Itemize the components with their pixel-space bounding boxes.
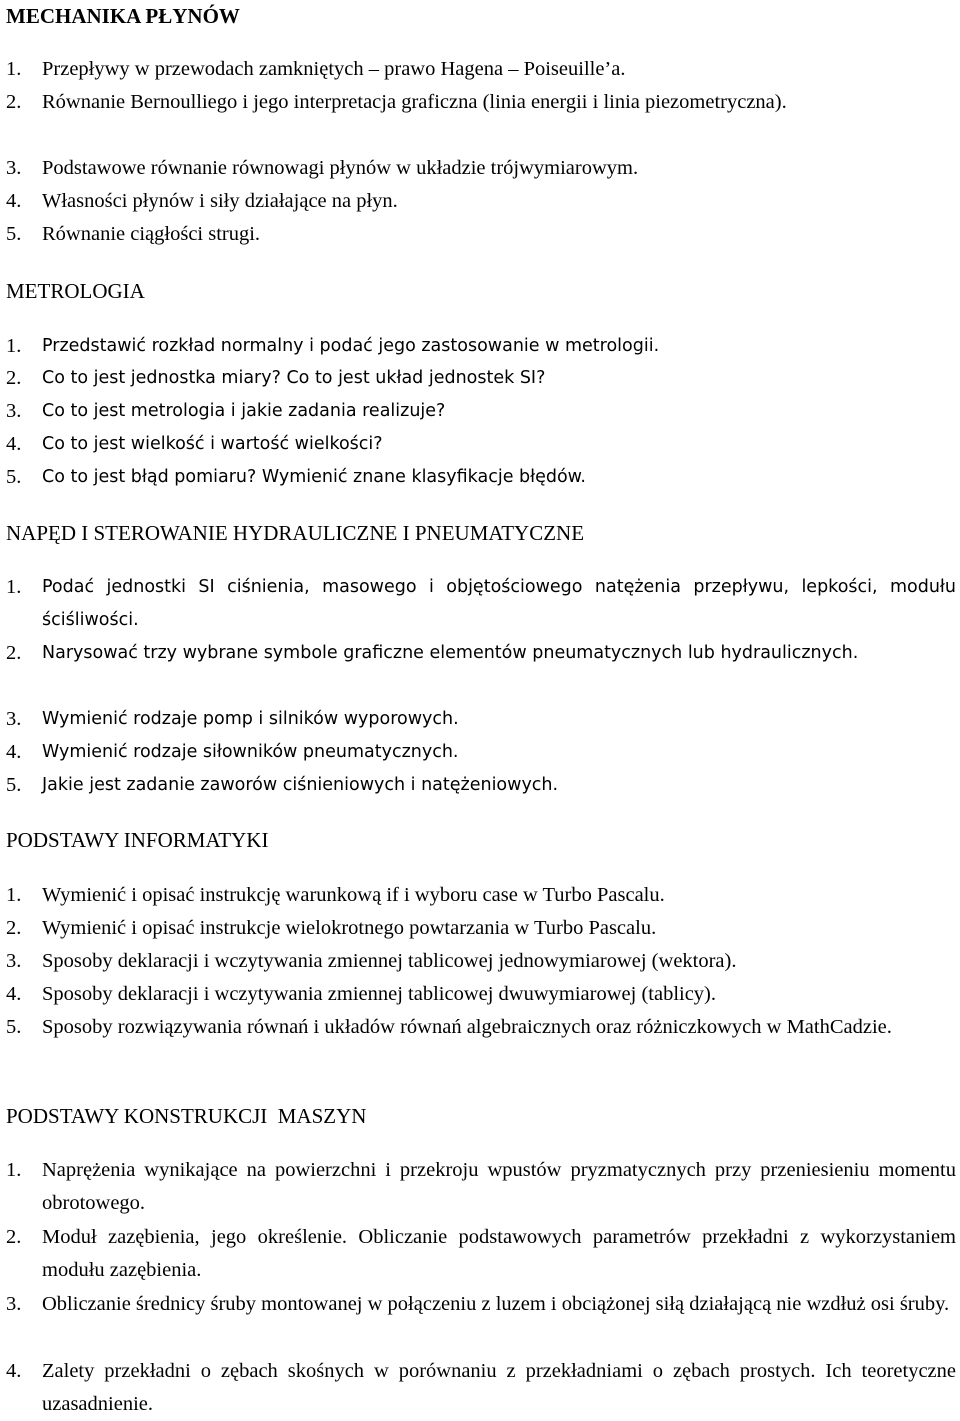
item-text: Wymienić rodzaje pomp i silników wyporowych.: [42, 709, 459, 729]
list-item: [6, 185, 956, 218]
item-number: 2.: [6, 1226, 22, 1248]
item-text: Wymienić i opisać instrukcję warunkową if i wyboru case w Turbo Pascalu.: [42, 884, 665, 906]
item-number: 5.: [6, 466, 22, 488]
list-item: [6, 1288, 956, 1321]
item-number: 2.: [6, 642, 22, 664]
item-text: Co to jest jednostka miary? Co to jest układ jednostek SI?: [42, 368, 546, 388]
item-text: Obliczanie średnicy śruby montowanej w połączeniu z luzem i obciążonej siłą działającą nie wzdłuż osi śruby.: [42, 1293, 950, 1315]
item-number: 4.: [6, 433, 22, 455]
item-number: 3.: [6, 1293, 22, 1315]
list-item: [6, 1355, 956, 1421]
item-text: Przepływy w przewodach zamkniętych – prawo Hagena – Poiseuille’a.: [42, 58, 626, 80]
section-title-podstawy-konstrukcji-maszyn: PODSTAWY KONSTRUKCJI MASZYN: [6, 1104, 367, 1128]
item-number: 5.: [6, 1016, 22, 1038]
item-number: 5.: [6, 774, 22, 796]
item-text: Narysować trzy wybrane symbole graficzne elementów pneumatycznych lub hydraulicznych.: [42, 643, 859, 663]
item-text: Sposoby deklaracji i wczytywania zmiennej tablicowej jednowymiarowej (wektora).: [42, 950, 737, 972]
item-text: Wymienić i opisać instrukcje wielokrotnego powtarzania w Turbo Pascalu.: [42, 917, 657, 939]
item-number: 2.: [6, 917, 22, 939]
item-number: 2.: [6, 367, 22, 389]
item-number: 1.: [6, 1159, 22, 1181]
item-text: Moduł zazębienia, jego określenie. Obliczanie podstawowych parametrów przekładni z wykorzystaniem modułu zazębienia.: [42, 1226, 956, 1281]
item-text: Równanie Bernoulliego i jego interpretacja graficzna (linia energii i linia piezometryczna).: [42, 91, 787, 113]
list-item: [6, 1154, 956, 1220]
list-item: [6, 362, 956, 395]
list-item: [6, 1221, 956, 1287]
section-title-naped-i-sterowanie: NAPĘD I STEROWANIE HYDRAULICZNE I PNEUMATYCZNE: [6, 521, 585, 545]
item-text: Przedstawić rozkład normalny i podać jego zastosowanie w metrologii.: [42, 336, 660, 356]
item-number: 4.: [6, 190, 22, 212]
list-item: [6, 428, 956, 461]
list-item: [6, 736, 956, 769]
item-text: Sposoby deklaracji i wczytywania zmiennej tablicowej dwuwymiarowej (tablicy).: [42, 983, 717, 1005]
list-item: [6, 152, 956, 185]
item-number: 3.: [6, 950, 22, 972]
list-item: [6, 461, 956, 494]
section-title-metrologia: METROLOGIA: [6, 279, 145, 303]
section-title-mechanika-plynow: MECHANIKA PŁYNÓW: [6, 4, 240, 28]
item-number: 3.: [6, 400, 22, 422]
item-number: 5.: [6, 223, 22, 245]
item-number: 4.: [6, 1360, 22, 1382]
list-item: [6, 879, 956, 912]
item-text: Naprężenia wynikające na powierzchni i przekroju wpustów pryzmatycznych przy przeniesieniu momentu obrotowego.: [42, 1159, 956, 1214]
item-number: 1.: [6, 884, 22, 906]
item-text: Wymienić rodzaje siłowników pneumatycznych.: [42, 742, 459, 762]
item-text: Podstawowe równanie równowagi płynów w układzie trójwymiarowym.: [42, 157, 639, 179]
item-number: 1.: [6, 576, 22, 598]
list-item: [6, 978, 956, 1011]
item-text: Zalety przekładni o zębach skośnych w porównaniu z przekładniami o zębach prostych. Ich teoretyczne uzasadnienie.: [42, 1360, 956, 1415]
item-number: 3.: [6, 708, 22, 730]
item-number: 2.: [6, 91, 22, 113]
item-text: Sposoby rozwiązywania równań i układów równań algebraicznych oraz różniczkowych w MathCadzie.: [42, 1016, 892, 1038]
item-number: 3.: [6, 157, 22, 179]
list-item: [6, 637, 956, 670]
list-item: [6, 1011, 956, 1044]
item-text: Jakie jest zadanie zaworów ciśnieniowych i natężeniowych.: [42, 775, 559, 795]
item-text: Co to jest metrologia i jakie zadania realizuje?: [42, 401, 446, 421]
section-title-podstawy-informatyki: PODSTAWY INFORMATYKI: [6, 828, 269, 852]
list-item: [6, 703, 956, 736]
item-text: Własności płynów i siły działające na płyn.: [42, 190, 398, 212]
item-text: Co to jest błąd pomiaru? Wymienić znane klasyfikacje błędów.: [42, 467, 586, 487]
list-item: [6, 53, 956, 86]
list-item: [6, 218, 956, 251]
list-item: [6, 330, 956, 363]
item-number: 1.: [6, 335, 22, 357]
item-number: 1.: [6, 58, 22, 80]
item-text: Co to jest wielkość i wartość wielkości?: [42, 434, 383, 454]
list-item: [6, 769, 956, 802]
list-item: [6, 86, 956, 119]
item-number: 4.: [6, 983, 22, 1005]
list-item: [6, 395, 956, 428]
item-text: Podać jednostki SI ciśnienia, masowego i objętościowego natężenia przepływu, lepkości, modułu ściśliwości.: [42, 577, 956, 630]
list-item: [6, 571, 956, 637]
item-text: Równanie ciągłości strugi.: [42, 223, 261, 245]
item-number: 4.: [6, 741, 22, 763]
list-item: [6, 912, 956, 945]
list-item: [6, 945, 956, 978]
